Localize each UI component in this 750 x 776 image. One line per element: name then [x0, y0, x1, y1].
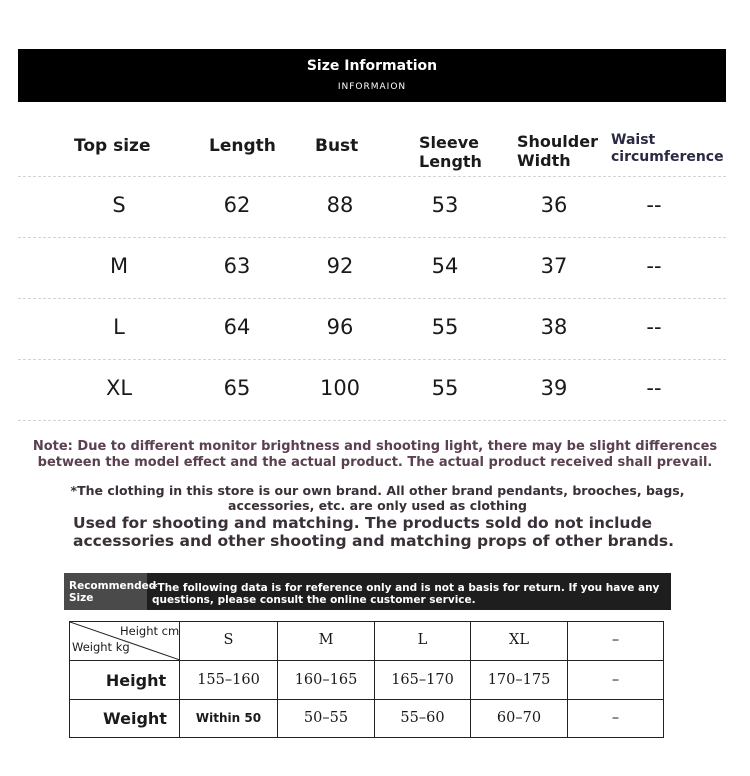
corner-weight-label: Weight kg	[72, 640, 130, 654]
cell-length: 64	[223, 315, 251, 339]
header-shoulder-line2: Width	[517, 151, 571, 170]
cell-size: L	[113, 315, 125, 339]
rec-weight-xl: 60–70	[496, 710, 542, 726]
row-divider	[70, 660, 663, 661]
cell-shoulder: 36	[540, 193, 568, 217]
cell-length: 63	[223, 254, 251, 278]
header-sleeve-line2: Length	[419, 152, 482, 171]
cell-sleeve: 53	[431, 193, 459, 217]
cell-bust: 92	[326, 254, 354, 278]
header-length: Length	[209, 136, 276, 156]
rec-row-weight-label: Weight	[103, 709, 167, 728]
cell-shoulder: 37	[540, 254, 568, 278]
cell-length: 62	[223, 193, 251, 217]
header-sleeve-line1: Sleeve	[419, 133, 479, 152]
props-note: Used for shooting and matching. The products sold do not include accessories and other shooting and matching props of other brands.	[73, 514, 675, 550]
size-info-banner	[18, 49, 726, 102]
header-top-size: Top size	[74, 136, 151, 156]
rec-height-l: 165–170	[391, 672, 454, 688]
recommended-size-disclaimer: *The following data is for reference only and is not a basis for return. If you have any questions, please consult the online customer service.	[152, 582, 660, 606]
cell-sleeve: 55	[431, 315, 459, 339]
cell-size: XL	[105, 376, 133, 400]
header-sleeve	[419, 133, 482, 171]
rec-weight-m: 50–55	[303, 710, 349, 726]
rec-size-s: S	[223, 632, 234, 648]
size-row-xl	[0, 360, 750, 421]
brand-note: *The clothing in this store is our own brand. All other brand pendants, brooches, bags, accessories, etc. are only used as clothing	[70, 483, 685, 513]
recommended-size-table	[69, 621, 664, 738]
cell-bust: 100	[319, 376, 361, 400]
corner-height-label: Height cm	[120, 624, 180, 638]
rec-weight-empty: –	[611, 710, 620, 726]
rec-height-s: 155–160	[197, 672, 260, 688]
size-row-m	[0, 238, 750, 299]
header-shoulder-line1: Shoulder	[517, 132, 598, 151]
cell-shoulder: 38	[540, 315, 568, 339]
rec-weight-s: Within 50	[195, 711, 262, 725]
rec-size-empty: –	[611, 632, 620, 648]
rec-height-xl: 170–175	[487, 672, 551, 688]
rec-height-m: 160–165	[294, 672, 358, 688]
cell-waist: --	[646, 376, 662, 400]
banner-subtitle: INFORMAION	[337, 82, 407, 92]
rec-row-height-label: Height	[105, 671, 167, 690]
rec-weight-l: 55–60	[400, 710, 445, 726]
cell-waist: --	[646, 193, 662, 217]
rec-size-xl: XL	[509, 632, 529, 648]
size-row-s	[0, 177, 750, 238]
rec-height-empty: –	[611, 672, 620, 688]
cell-bust: 88	[326, 193, 354, 217]
cell-sleeve: 55	[431, 376, 459, 400]
header-waist-line2: circumference	[611, 149, 724, 165]
disclaimer-note: Note: Due to different monitor brightness and shooting light, there may be slight differences between the model effect and the actual product. The actual product received shall prevail.	[32, 439, 718, 470]
recommended-size-label: Recommended Size	[64, 573, 147, 610]
cell-waist: --	[646, 254, 662, 278]
cell-shoulder: 39	[540, 376, 568, 400]
header-shoulder	[517, 132, 598, 170]
header-waist	[611, 132, 724, 166]
cell-waist: --	[646, 315, 662, 339]
cell-sleeve: 54	[431, 254, 459, 278]
banner-title: Size Information	[306, 58, 438, 74]
cell-size: S	[112, 193, 126, 217]
size-row-l	[0, 299, 750, 360]
recommended-size-bar	[64, 573, 671, 610]
rec-size-l: L	[417, 632, 428, 648]
cell-bust: 96	[326, 315, 354, 339]
header-bust: Bust	[315, 136, 359, 156]
header-waist-line1: Waist	[611, 132, 656, 148]
cell-length: 65	[223, 376, 251, 400]
row-divider	[70, 699, 663, 700]
rec-size-m: M	[318, 632, 334, 648]
cell-size: M	[109, 254, 129, 278]
